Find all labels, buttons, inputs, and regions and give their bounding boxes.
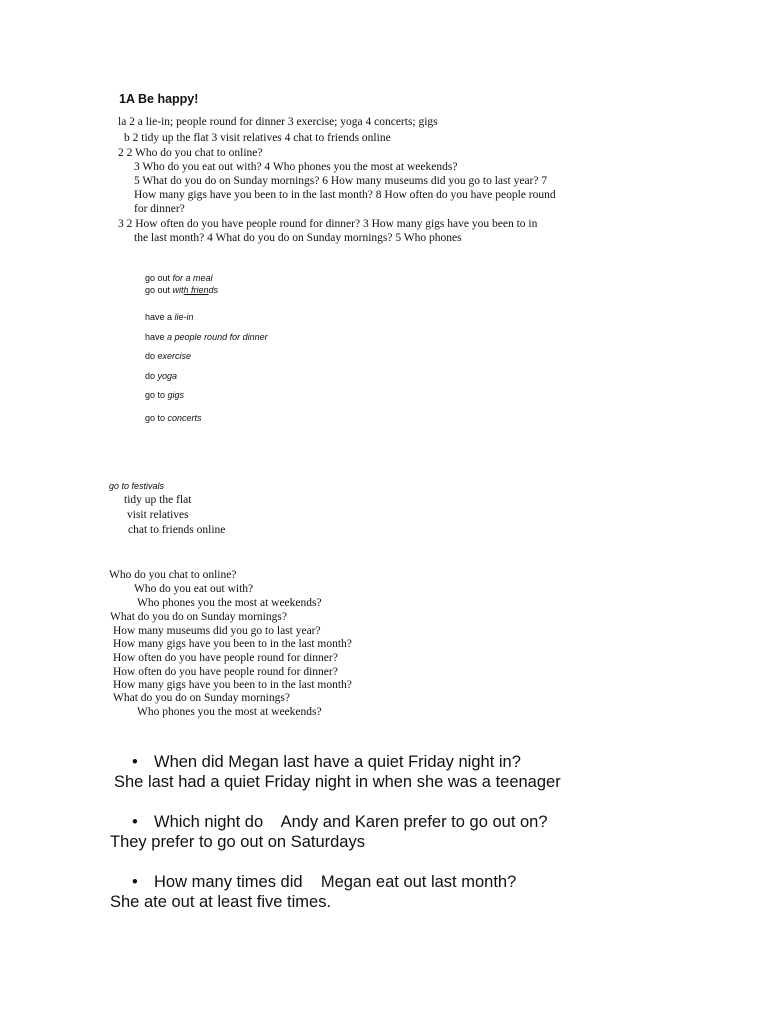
question-line: Who phones you the most at weekends?	[137, 597, 322, 609]
phrase-go-out-meal	[145, 273, 213, 284]
phrase-verb: have a	[145, 312, 175, 322]
answer-line: 3 2 How often do you have people round for dinner? 3 How many gigs have you been to in	[118, 218, 538, 230]
phrase-verb: go to	[145, 413, 168, 423]
answer-line: 2 2 Who do you chat to online?	[118, 147, 263, 159]
phrase-go-out-friends	[145, 285, 218, 296]
phrase-verb: go to	[145, 390, 168, 400]
question-line: How often do you have people round for dinner?	[113, 666, 338, 678]
phrase-visit: visit relatives	[127, 509, 189, 521]
phrase-chat: chat to friends online	[128, 524, 226, 536]
qa-question	[132, 752, 521, 772]
phrase-object: lie-in	[174, 312, 194, 322]
phrase-object: yoga	[157, 371, 178, 381]
answer-line: How many gigs have you been to in the last month? 8 How often do you have people round	[134, 189, 556, 201]
phrase-verb: go out	[145, 273, 173, 283]
phrase-go-to-festivals: go to festivals	[109, 481, 165, 491]
question-line: What do you do on Sunday mornings?	[113, 692, 290, 704]
phrase-verb: do	[145, 371, 158, 381]
question-line: Who phones you the most at weekends?	[137, 706, 322, 718]
question-line: Who do you eat out with?	[134, 583, 254, 595]
qa-question-text: How many times did Megan eat out last month?	[154, 873, 517, 891]
phrase-object: exercise	[157, 351, 192, 361]
bullet-icon: •	[132, 813, 138, 831]
bullet-icon: •	[132, 873, 138, 891]
phrase-object-part: h frien	[183, 285, 209, 295]
question-line: Who do you chat to online?	[109, 569, 237, 581]
page-title: 1A Be happy!	[119, 92, 199, 106]
phrase-do-exercise	[145, 351, 191, 362]
phrase-object: concerts	[167, 413, 202, 423]
phrase-verb: do	[145, 351, 158, 361]
question-line: How many museums did you go to last year?	[113, 625, 321, 637]
qa-answer: She last had a quiet Friday night in when she was a teenager	[114, 773, 561, 791]
qa-answer: They prefer to go out on Saturdays	[110, 833, 365, 851]
qa-answer: She ate out at least five times.	[110, 893, 332, 911]
phrase-object-part: ds	[208, 285, 219, 295]
phrase-go-to-concerts	[145, 413, 202, 424]
bullet-icon: •	[132, 753, 138, 771]
phrase-people-round	[145, 332, 268, 343]
qa-question	[132, 812, 548, 832]
answer-line: b 2 tidy up the flat 3 visit relatives 4 chat to friends online	[124, 132, 391, 144]
answer-line: for dinner?	[134, 203, 185, 215]
phrase-do-yoga	[145, 371, 177, 382]
phrase-object: gigs	[167, 390, 185, 400]
qa-question-text: Which night do Andy and Karen prefer to go out on?	[154, 813, 548, 831]
qa-question-text: When did Megan last have a quiet Friday night in?	[154, 753, 521, 771]
question-line: How many gigs have you been to in the last month?	[113, 679, 352, 691]
phrase-verb: have	[145, 332, 168, 342]
phrase-object: for a meal	[172, 273, 213, 283]
answer-line: 3 Who do you eat out with? 4 Who phones you the most at weekends?	[134, 161, 458, 173]
qa-question	[132, 872, 516, 892]
answer-line: la 2 a lie-in; people round for dinner 3 exercise; yoga 4 concerts; gigs	[118, 116, 438, 128]
phrase-tidy: tidy up the flat	[124, 494, 192, 506]
phrase-object: a people round for dinner	[167, 332, 268, 342]
question-line: How many gigs have you been to in the last month?	[113, 638, 352, 650]
phrase-object-part: wit	[172, 285, 184, 295]
phrase-go-to-gigs	[145, 390, 184, 401]
question-line: How often do you have people round for dinner?	[113, 652, 338, 664]
question-line: What do you do on Sunday mornings?	[110, 611, 287, 623]
phrase-verb: go out	[145, 285, 173, 295]
phrase-have-lie-in	[145, 312, 194, 323]
answer-line: 5 What do you do on Sunday mornings? 6 How many museums did you go to last year? 7	[134, 175, 548, 187]
answer-line: the last month? 4 What do you do on Sunday mornings? 5 Who phones	[134, 232, 462, 244]
